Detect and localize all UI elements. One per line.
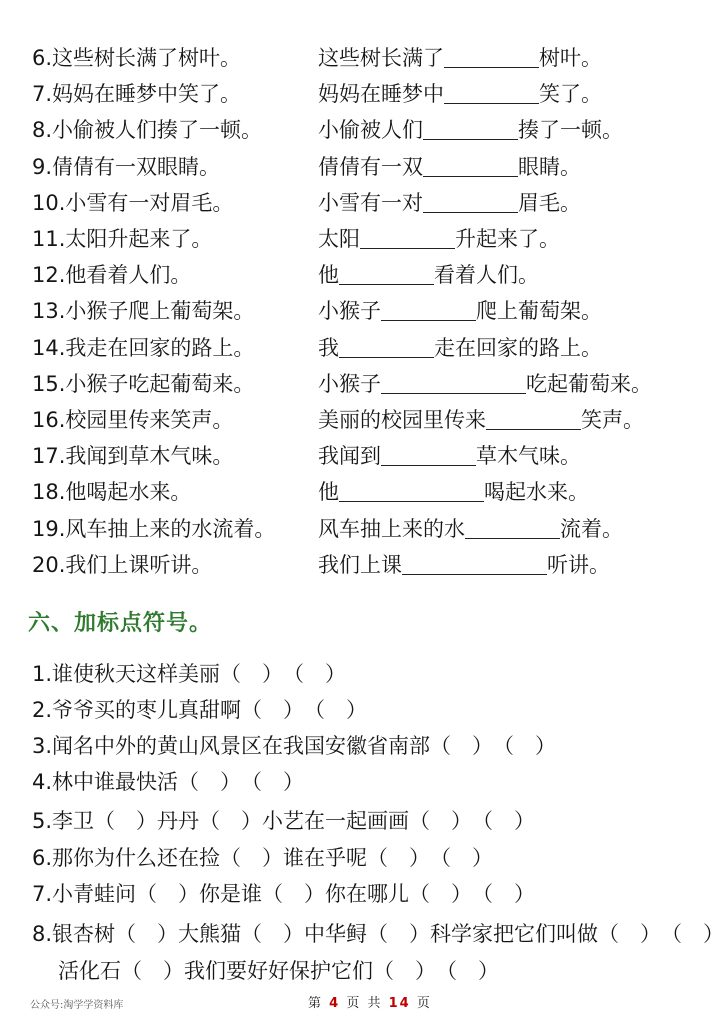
rewrite-prefix: 他	[318, 480, 339, 504]
answer-paren[interactable]: （ ）	[493, 734, 557, 758]
original-sentence: 12.他看着人们。	[32, 263, 192, 287]
answer-blank[interactable]	[381, 371, 526, 394]
original-sentence: 8.小偷被人们揍了一顿。	[32, 118, 263, 142]
item-text: 大熊猫	[178, 922, 242, 946]
punctuation-item	[32, 730, 556, 762]
rewrite-sentence	[318, 151, 581, 183]
answer-blank[interactable]	[423, 117, 518, 140]
rewrite-suffix: 吃起葡萄来。	[526, 372, 652, 396]
rewrite-suffix: 树叶。	[539, 46, 602, 70]
original-sentence: 11.太阳升起来了。	[32, 227, 213, 251]
answer-paren[interactable]: （ ）	[436, 959, 499, 983]
page-indicator	[308, 992, 432, 1011]
item-text: 2.爷爷买的枣儿真甜啊	[32, 698, 242, 722]
rewrite-suffix: 升起来了。	[455, 227, 560, 251]
answer-paren[interactable]: （ ）	[115, 922, 179, 946]
page-number: 4	[329, 996, 341, 1011]
punctuation-item	[32, 658, 346, 690]
rewrite-sentence	[318, 368, 652, 400]
rewrite-suffix: 听讲。	[547, 553, 610, 577]
answer-blank[interactable]	[360, 226, 455, 249]
item-text: 4.林中谁最快活	[32, 770, 179, 794]
original-sentence: 19.风车抽上来的水流着。	[32, 517, 276, 541]
punctuation-item	[32, 805, 535, 837]
item-text: 6.那你为什么还在捡	[32, 846, 221, 870]
rewrite-prefix: 我	[318, 336, 339, 360]
rewrite-sentence	[318, 332, 602, 364]
answer-paren[interactable]: （ ）	[121, 959, 184, 983]
original-sentence: 10.小雪有一对眉毛。	[32, 191, 234, 215]
answer-blank[interactable]	[339, 479, 484, 502]
punctuation-item	[32, 878, 535, 910]
item-text: 小艺在一起画画	[262, 809, 410, 833]
rewrite-prefix: 小偷被人们	[318, 118, 423, 142]
answer-paren[interactable]: （ ）	[94, 809, 158, 833]
rewrite-prefix: 小猴子	[318, 372, 381, 396]
answer-blank[interactable]	[465, 516, 560, 539]
original-sentence: 16.校园里传来笑声。	[32, 408, 234, 432]
answer-paren[interactable]: （ ）	[472, 882, 536, 906]
rewrite-prefix: 风车抽上来的水	[318, 517, 465, 541]
original-sentence: 20.我们上课听讲。	[32, 553, 213, 577]
rewrite-suffix: 看着人们。	[434, 263, 539, 287]
item-text: 1.谁使秋天这样美丽	[32, 662, 221, 686]
item-text: 8.银杏树	[32, 922, 116, 946]
answer-blank[interactable]	[423, 154, 518, 177]
page-suffix: 页	[416, 996, 432, 1011]
rewrite-prefix: 太阳	[318, 227, 360, 251]
rewrite-suffix: 揍了一顿。	[518, 118, 623, 142]
answer-paren[interactable]: （ ）	[199, 809, 263, 833]
answer-paren[interactable]: （ ）	[430, 846, 494, 870]
punctuation-item	[32, 694, 367, 726]
rewrite-suffix: 喝起水来。	[484, 480, 589, 504]
section-six-title: 六、加标点符号。	[28, 611, 213, 636]
answer-blank[interactable]	[423, 190, 518, 213]
answer-paren[interactable]: （ ）	[283, 662, 347, 686]
original-sentence: 18.他喝起水来。	[32, 480, 192, 504]
answer-paren[interactable]: （ ）	[241, 770, 305, 794]
answer-paren[interactable]: （ ）	[262, 882, 326, 906]
original-sentence: 6.这些树长满了树叶。	[32, 46, 242, 70]
rewrite-sentence	[318, 78, 602, 110]
rewrite-prefix: 我闻到	[318, 444, 381, 468]
rewrite-suffix: 笑声。	[581, 408, 644, 432]
rewrite-suffix: 眼睛。	[518, 155, 581, 179]
answer-blank[interactable]	[339, 335, 434, 358]
answer-paren[interactable]: （ ）	[241, 922, 305, 946]
answer-blank[interactable]	[381, 298, 476, 321]
answer-paren[interactable]: （ ）	[136, 882, 200, 906]
answer-paren[interactable]: （ ）	[178, 770, 242, 794]
answer-paren[interactable]: （ ）	[367, 846, 431, 870]
answer-paren[interactable]: （ ）	[373, 959, 436, 983]
rewrite-prefix: 我们上课	[318, 553, 402, 577]
answer-paren[interactable]: （ ）	[409, 809, 473, 833]
rewrite-suffix: 流着。	[560, 517, 623, 541]
answer-paren[interactable]: （ ）	[220, 662, 284, 686]
rewrite-sentence	[318, 476, 589, 508]
rewrite-suffix: 笑了。	[539, 82, 602, 106]
rewrite-sentence	[318, 295, 602, 327]
answer-paren[interactable]: （ ）	[304, 698, 368, 722]
original-sentence: 14.我走在回家的路上。	[32, 336, 255, 360]
punctuation-item	[58, 955, 499, 987]
answer-paren[interactable]: （ ）	[661, 922, 724, 946]
rewrite-sentence	[318, 114, 623, 146]
rewrite-prefix: 小猴子	[318, 299, 381, 323]
page-prefix: 第	[308, 996, 324, 1011]
item-text: 中华鲟	[304, 922, 368, 946]
rewrite-sentence	[318, 404, 644, 436]
rewrite-prefix: 倩倩有一双	[318, 155, 423, 179]
page-total: 14	[388, 996, 411, 1011]
item-text: 3.闻名中外的黄山风景区在我国安徽省南部	[32, 734, 431, 758]
answer-blank[interactable]	[444, 81, 539, 104]
answer-paren[interactable]: （ ）	[409, 882, 473, 906]
rewrite-sentence	[318, 259, 539, 291]
item-text: 5.李卫	[32, 809, 95, 833]
original-sentence: 9.倩倩有一双眼睛。	[32, 155, 221, 179]
rewrite-prefix: 妈妈在睡梦中	[318, 82, 444, 106]
item-text: 我们要好好保护它们	[184, 959, 373, 983]
item-text: 丹丹	[157, 809, 200, 833]
item-text: 谁在乎呢	[283, 846, 368, 870]
item-text: 你是谁	[199, 882, 263, 906]
answer-paren[interactable]: （ ）	[430, 734, 494, 758]
answer-paren[interactable]: （ ）	[598, 922, 662, 946]
rewrite-sentence	[318, 42, 602, 74]
answer-blank[interactable]	[402, 552, 547, 575]
item-text: 科学家把它们叫做	[430, 922, 599, 946]
answer-paren[interactable]: （ ）	[367, 922, 431, 946]
rewrite-suffix: 眉毛。	[518, 191, 581, 215]
rewrite-suffix: 草木气味。	[476, 444, 581, 468]
punctuation-item	[32, 766, 304, 798]
page-mid: 页 共	[346, 996, 383, 1011]
rewrite-sentence	[318, 223, 560, 255]
punctuation-item	[32, 842, 493, 874]
item-text: 活化石	[58, 959, 121, 983]
rewrite-sentence	[318, 187, 581, 219]
rewrite-prefix: 美丽的校园里传来	[318, 408, 486, 432]
rewrite-sentence	[318, 549, 610, 581]
rewrite-sentence	[318, 440, 581, 472]
answer-blank[interactable]	[486, 407, 581, 430]
original-sentence: 13.小猴子爬上葡萄架。	[32, 299, 255, 323]
answer-blank[interactable]	[444, 45, 539, 68]
rewrite-suffix: 走在回家的路上。	[434, 336, 602, 360]
item-text: 你在哪儿	[325, 882, 410, 906]
original-sentence: 17.我闻到草木气味。	[32, 444, 234, 468]
answer-paren[interactable]: （ ）	[472, 809, 536, 833]
answer-paren[interactable]: （ ）	[241, 698, 305, 722]
rewrite-prefix: 小雪有一对	[318, 191, 423, 215]
punctuation-item	[32, 918, 724, 950]
original-sentence: 7.妈妈在睡梦中笑了。	[32, 82, 242, 106]
answer-blank[interactable]	[339, 262, 434, 285]
rewrite-prefix: 他	[318, 263, 339, 287]
original-sentence: 15.小猴子吃起葡萄来。	[32, 372, 255, 396]
rewrite-sentence	[318, 513, 623, 545]
answer-blank[interactable]	[381, 443, 476, 466]
rewrite-suffix: 爬上葡萄架。	[476, 299, 602, 323]
item-text: 7.小青蛙问	[32, 882, 137, 906]
footer-source: 公众号:淘学学资料库	[30, 1000, 124, 1011]
answer-paren[interactable]: （ ）	[220, 846, 284, 870]
rewrite-prefix: 这些树长满了	[318, 46, 444, 70]
